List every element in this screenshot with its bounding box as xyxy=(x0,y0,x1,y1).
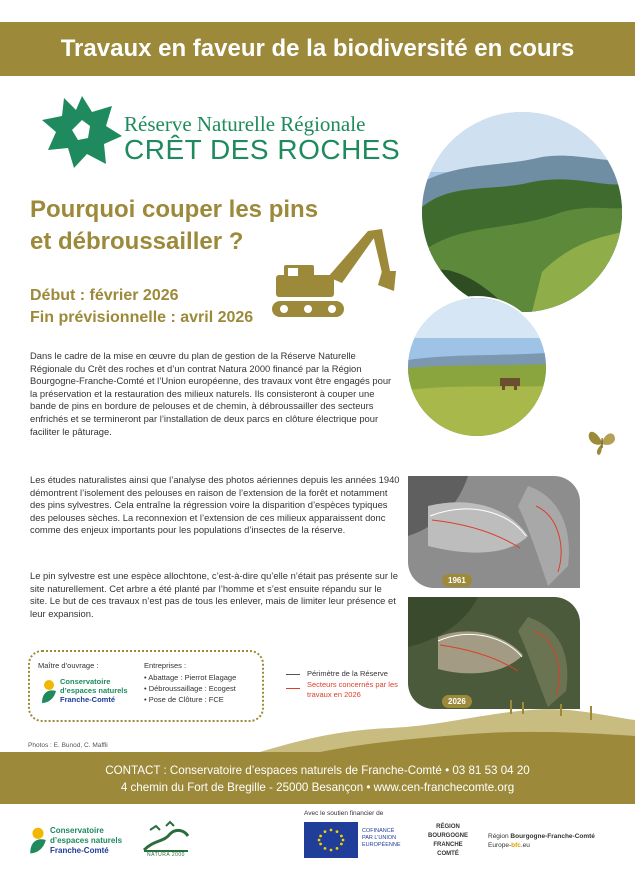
contact-bar xyxy=(0,752,635,804)
cen-logo-line2: d’espaces naturels xyxy=(60,686,128,695)
footer-cen-leaf-icon xyxy=(28,826,48,854)
cen-logo-line1: Conservatoire xyxy=(60,677,111,686)
contact-line-2: 4 chemin du Fort de Bregille - 25000 Besançon • www.cen-franchecomte.org xyxy=(120,781,515,794)
footer-cen-line1: Conservatoire xyxy=(50,826,104,835)
page-title: Travaux en faveur de la biodiversité en cours xyxy=(60,35,575,62)
legend-perimeter: Périmètre de la Réserve xyxy=(307,669,388,678)
meadow-photo xyxy=(406,296,548,438)
region-text xyxy=(488,832,595,850)
paragraph-studies: Les études naturalistes ainsi que l’analyse des photos aériennes depuis les années 1940 démontrent l’isolement des pelouses en raison de l’extension de la forêt et notamment des pins sylvestres. Cela entraîne la régression voire la disparition d’espèces typiques des pelouses sèches. La reconnexion et l’extension de ces milieux apparaissent donc comme des enjeux importants pour les populations d’insectes de la réserve. xyxy=(30,474,400,536)
region-logo-line4: COMTÉ xyxy=(437,851,459,857)
funding-label: Avec le soutien financier de xyxy=(304,810,384,817)
aerial-image-2026 xyxy=(408,597,580,709)
natura-2000-text: NATURA 2000 xyxy=(147,852,185,858)
footer-cen-line3: Franche-Comté xyxy=(50,846,109,855)
region-name-prefix: Région xyxy=(488,833,509,840)
region-site[interactable] xyxy=(488,841,595,850)
star-logo-icon xyxy=(42,94,122,168)
eu-cofinance-text xyxy=(362,828,406,849)
entreprise-item: • Abattage : Pierrot Elagage xyxy=(144,673,237,682)
region-site-accent: bfc xyxy=(511,842,521,849)
aerial-image-1961 xyxy=(408,476,580,588)
question-line-1: Pourquoi couper les pins xyxy=(30,196,319,223)
photo-credits: Photos : E. Bunod, C. Maffli xyxy=(28,742,108,749)
region-site-prefix: Europe- xyxy=(488,842,512,849)
entreprises-list xyxy=(144,672,236,705)
entreprises-label: Entreprises : xyxy=(144,661,187,670)
eu-flag-icon xyxy=(304,822,358,858)
end-date: Fin prévisionnelle : avril 2026 xyxy=(30,309,254,326)
entreprise-item: • Débroussaillage : Ecogest xyxy=(144,684,236,693)
region-name xyxy=(488,832,595,841)
paragraph-context: Dans le cadre de la mise en œuvre du plan de gestion de la Réserve Naturelle Régionale du Crêt des roches et d’un contrat Natura 2000 financé par la Région Bourgogne-Franche-Comté et l’Union européenne, des travaux vont être engagés pour la préservation et la restauration des milieux naturels. Ils consisteront à couper une bande de pins en bordure de pelouses et de chemin, à débroussailler des secteurs enfrichés et se termineront par l’installation de deux parcs en clôture électrique pour faciliter le pâturage. xyxy=(30,350,392,437)
legend-sectors-line xyxy=(286,688,300,689)
logo-subtitle: Réserve Naturelle Régionale xyxy=(124,112,366,136)
work-dates xyxy=(30,285,253,329)
logo-title: CRÊT DES ROCHES xyxy=(124,134,401,165)
cen-logo xyxy=(40,677,140,707)
maitre-ouvrage-label: Maître d’ouvrage : xyxy=(38,661,99,670)
cen-leaf-icon xyxy=(40,679,58,703)
footer-cen-text xyxy=(50,826,122,856)
region-logo-line1: RÉGION xyxy=(436,824,460,830)
eu-text-line1: COFINANCÉ xyxy=(362,828,395,834)
region-site-suffix: .eu xyxy=(520,842,530,849)
landscape-photo xyxy=(422,112,622,312)
contact-line-1: CONTACT : Conservatoire d’espaces naturels de Franche-Comté • 03 81 53 04 20 xyxy=(105,764,530,777)
region-logo xyxy=(420,823,476,859)
entreprise-item: • Pose de Clôture : FCE xyxy=(144,695,224,704)
legend-perimeter-line xyxy=(286,674,300,675)
footer-cen-line2: d’espaces naturels xyxy=(50,836,123,845)
paragraph-pine: Le pin sylvestre est une espèce allochtone, c’est-à-dire qu’elle n’était pas présente sur le site naturellement. Cet arbre a été planté par l’homme et s’est ensuite répandu sur le site. Le but de ces travaux n’est pas de tous les enlever, mais de limiter leur présence et leur expansion. xyxy=(30,570,398,619)
eu-text-line3: EUROPÉENNE xyxy=(362,842,401,848)
aerial-photo-1961 xyxy=(408,476,580,588)
question-line-2: et débroussailler ? xyxy=(30,228,244,255)
butterfly-icon xyxy=(585,424,619,458)
start-date: Début : février 2026 xyxy=(30,287,179,304)
cen-logo-text xyxy=(60,677,128,704)
footer-cen-logo xyxy=(28,824,128,858)
excavator-icon xyxy=(272,225,404,321)
aerial-photo-2026 xyxy=(408,597,580,709)
cen-logo-line3: Franche-Comté xyxy=(60,695,116,704)
region-logo-line2: BOURGOGNE xyxy=(427,833,468,839)
year-badge-2026: 2026 xyxy=(442,695,472,708)
region-logo-line3: FRANCHE xyxy=(433,842,463,848)
legend-sectors: Secteurs concernés par les travaux en 2026 xyxy=(307,680,398,699)
hills-decoration xyxy=(260,700,635,752)
region-name-bold: Bourgogne-Franche-Comté xyxy=(510,833,595,840)
year-badge-1961: 1961 xyxy=(442,574,472,587)
eu-text-line2: PAR L’UNION xyxy=(362,835,397,841)
